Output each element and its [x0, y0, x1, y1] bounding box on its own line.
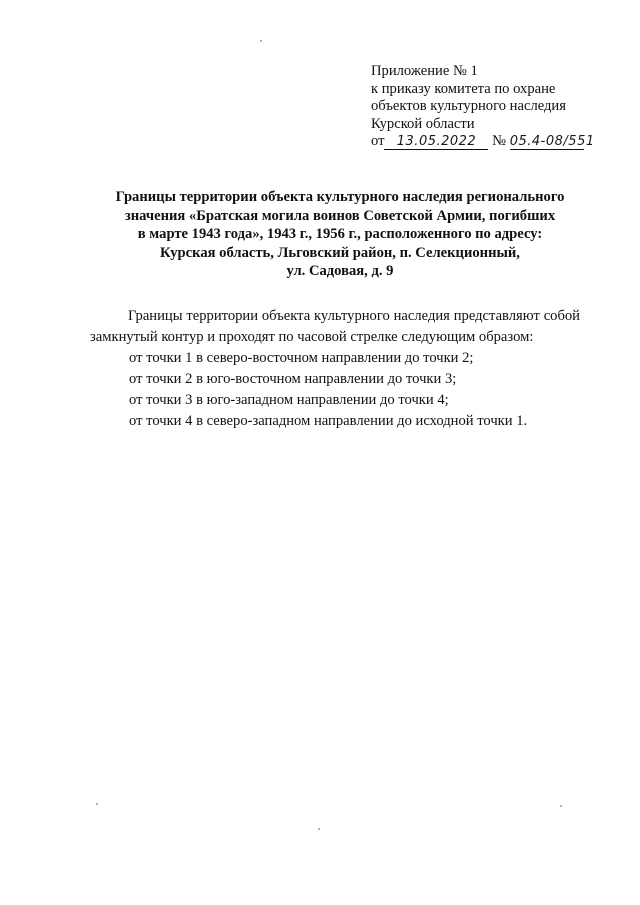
scan-speck — [560, 805, 562, 807]
handwritten-date: 13.05.2022 — [384, 134, 488, 150]
title-line-1: Границы территории объекта культурного наследия регионального — [115, 189, 565, 205]
title-line-5: ул. Садовая, д. 9 — [286, 263, 394, 280]
title-line-2: значения «Братская могила воинов Советской Армии, погибших — [124, 207, 556, 224]
title-line-3: в марте 1943 года», 1943 г., 1956 г., расположенного по адресу: — [137, 226, 543, 243]
document-body — [90, 306, 580, 432]
scan-speck — [96, 803, 98, 805]
appendix-region-line: Курской области — [371, 115, 475, 132]
boundary-item: от точки 3 в юго-западном направлении до точки 4; — [129, 392, 449, 408]
handwritten-order-number: 05.4-08/551 — [509, 134, 595, 150]
appendix-order-line: к приказу комитета по охране — [371, 80, 556, 97]
boundary-item: от точки 2 в юго-восточном направлении до точки 3; — [129, 371, 457, 387]
from-label: от — [371, 133, 385, 150]
appendix-committee-line: объектов культурного наследия — [371, 98, 566, 115]
scan-speck — [260, 40, 262, 42]
boundary-item: от точки 1 в северо-восточном направлении до точки 2; — [129, 350, 474, 366]
document-title — [92, 188, 588, 281]
number-sign: № — [492, 133, 507, 150]
boundary-item: от точки 4 в северо-западном направлении до исходной точки 1. — [129, 413, 528, 429]
boundary-paragraph: Границы территории объекта культурного наследия представляют собой замкнутый контур и проходят по часовой стрелке следующим образом: — [90, 308, 580, 345]
title-line-4: Курская область, Льговский район, п. Селекционный, — [160, 244, 520, 261]
order-date-number-line — [371, 133, 621, 151]
appendix-block — [371, 63, 621, 151]
scan-speck — [318, 828, 320, 830]
appendix-title: Приложение № 1 — [371, 63, 478, 79]
